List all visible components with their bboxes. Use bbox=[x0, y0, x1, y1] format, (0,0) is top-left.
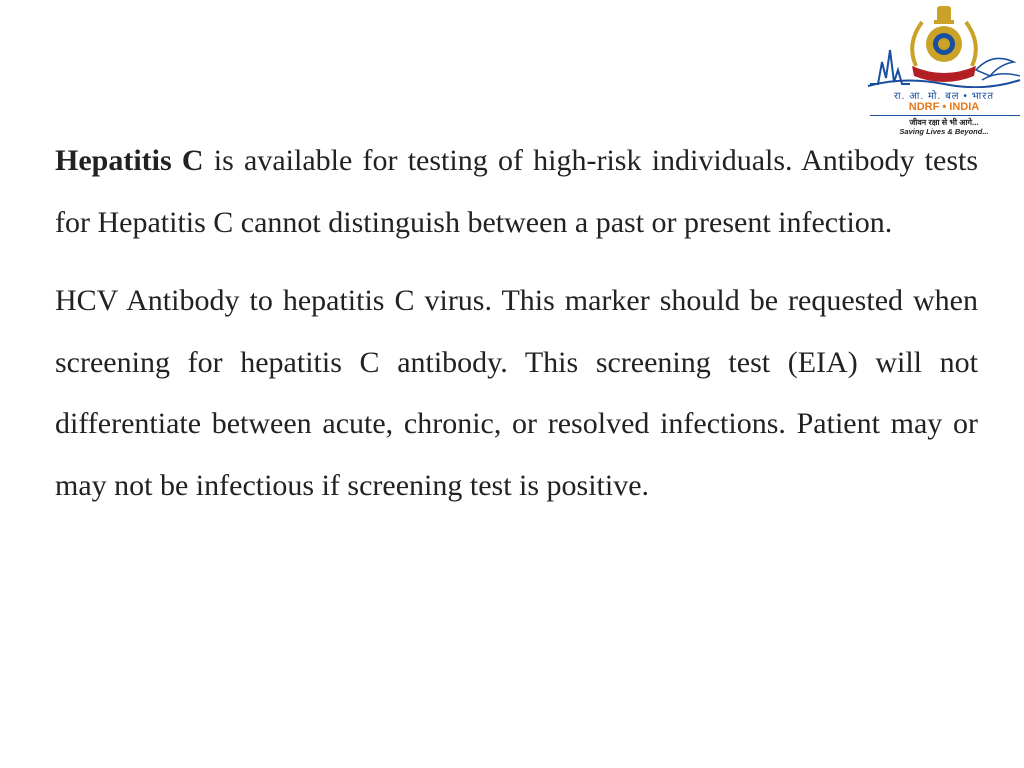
laurel-right-icon bbox=[966, 22, 976, 66]
slide-body bbox=[55, 130, 978, 516]
logo-org-name: NDRF • INDIA bbox=[908, 101, 980, 113]
paragraph-text: HCV Antibody to hepatitis C virus. This marker should be requested when screening for hepatitis C antibody. This screening test (EIA) will not differentiate between acute, chronic, or resolved infections. Patient may or may not be infectious if screening test is positive. bbox=[55, 284, 978, 502]
ndrf-logo bbox=[864, 0, 1024, 140]
pulse-line-icon bbox=[870, 50, 910, 84]
logo-divider bbox=[870, 115, 1020, 116]
ndrf-emblem-icon bbox=[864, 0, 1024, 88]
paragraph-hepatitis-c bbox=[55, 130, 978, 253]
lion-capital-icon bbox=[937, 6, 951, 22]
paragraph-lead: Hepatitis C bbox=[55, 144, 204, 177]
scroll-banner-icon bbox=[912, 66, 976, 82]
logo-tagline-hindi: जीवन रक्षा से भी आगे... bbox=[909, 118, 979, 127]
logo-tagline-english: Saving Lives & Beyond... bbox=[899, 127, 989, 136]
paragraph-hcv-antibody bbox=[55, 270, 978, 516]
laurel-left-icon bbox=[912, 22, 922, 66]
paragraph-text: is available for testing of high-risk individuals. Antibody tests for Hepatitis C cannot distinguish between a past or present infection. bbox=[55, 144, 978, 239]
logo-hindi-line: रा. आ. मो. बल • भारत bbox=[893, 91, 995, 102]
